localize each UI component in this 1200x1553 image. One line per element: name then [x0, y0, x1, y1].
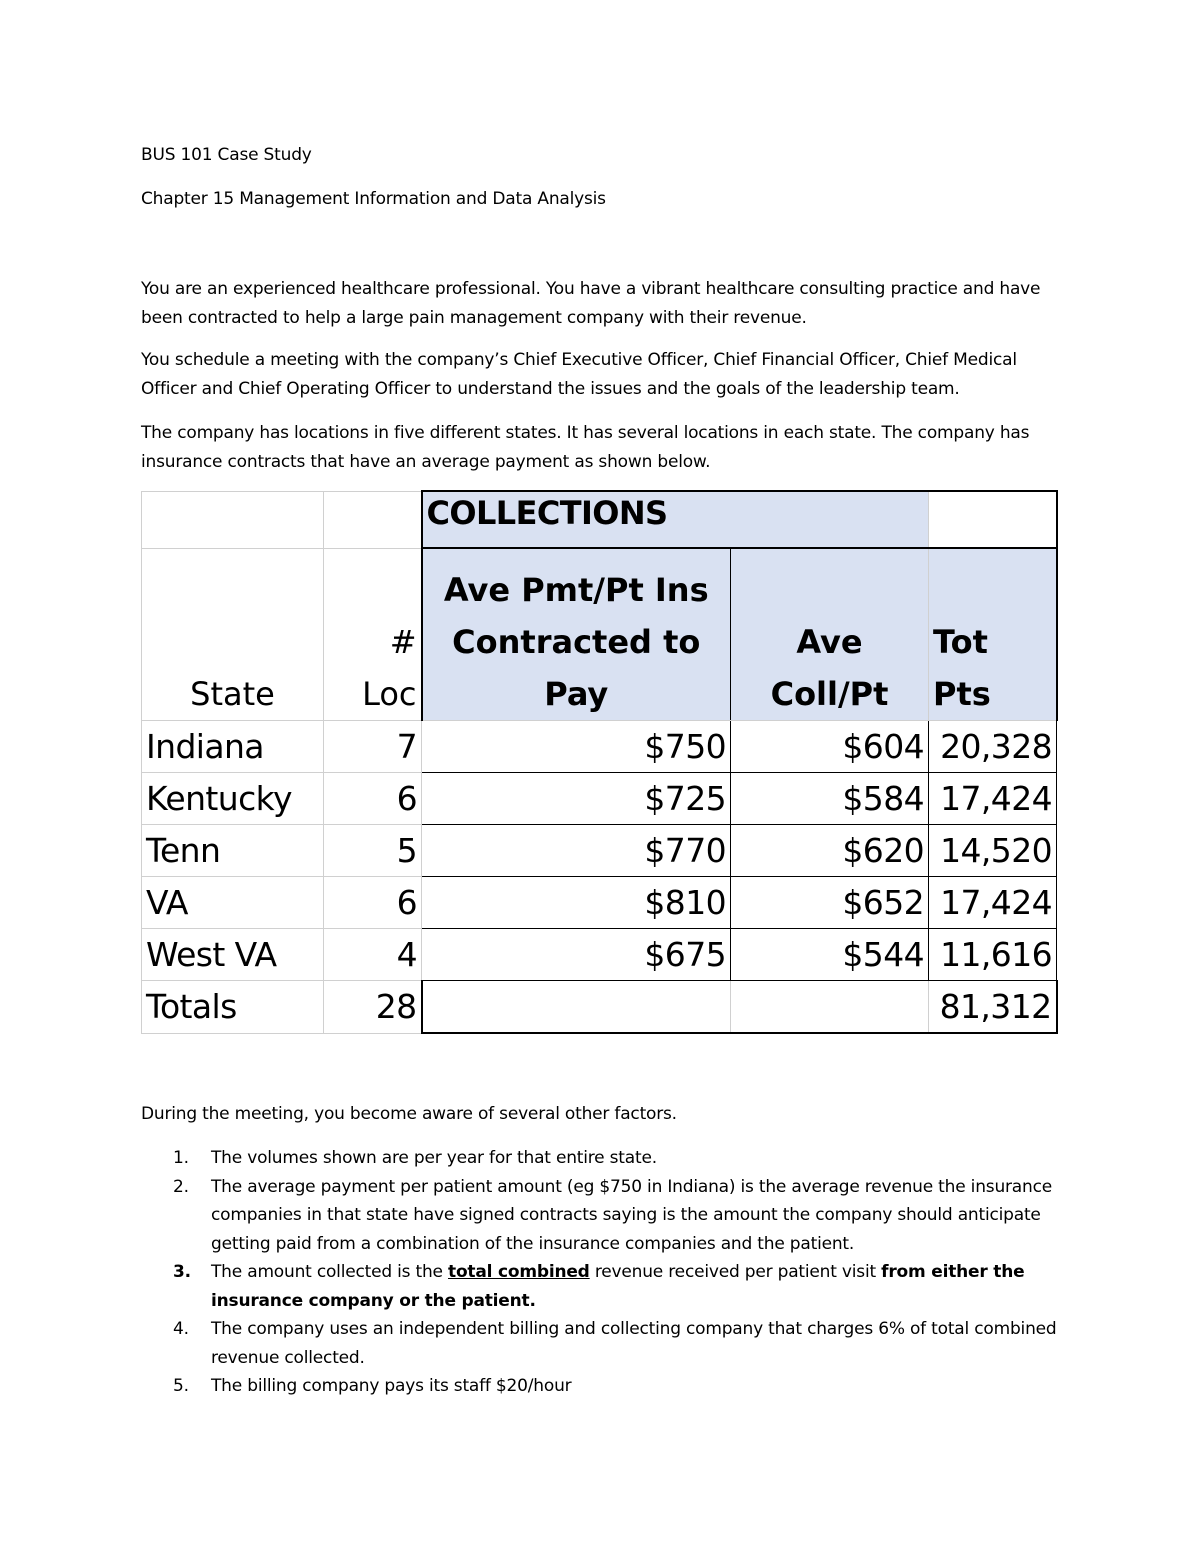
- list-text-part: The amount collected is the: [211, 1262, 449, 1282]
- list-item: [141, 1144, 1071, 1173]
- list-number: 5.: [173, 1376, 189, 1396]
- empty-cell: [324, 491, 422, 548]
- list-item: [141, 1315, 1071, 1372]
- list-text-bold: from either the insurance company or the patient.: [211, 1262, 1025, 1311]
- cell-state: Indiana: [142, 721, 324, 773]
- cell-avg-payment: $675: [422, 929, 731, 981]
- cell-state: West VA: [142, 929, 324, 981]
- factors-intro: During the meeting, you become aware of several other factors.: [141, 1104, 677, 1124]
- factors-list: [141, 1144, 1071, 1401]
- collections-group-header: COLLECTIONS: [422, 491, 929, 548]
- cell-loc: 6: [324, 877, 422, 929]
- collections-table: [141, 490, 1058, 1034]
- empty-cell: [142, 491, 324, 548]
- cell-state: VA: [142, 877, 324, 929]
- intro-paragraph-2: You schedule a meeting with the company’s Chief Executive Officer, Chief Financial Officer, Chief Medical Officer and Chief Operating Officer to understand the issues and the goals of the leadership team.: [141, 350, 1017, 399]
- list-text: The volumes shown are per year for that entire state.: [211, 1148, 657, 1168]
- list-item: [141, 1173, 1071, 1259]
- table-header-row: [142, 548, 1057, 721]
- list-item: [141, 1258, 1071, 1315]
- cell-loc: 6: [324, 773, 422, 825]
- cell-total-patients: 14,520: [929, 825, 1057, 877]
- col-header-total-patients: Tot Pts: [929, 548, 1057, 721]
- list-text-part: revenue received per patient visit: [589, 1262, 882, 1282]
- list-text-emphasis: total combined: [448, 1262, 590, 1282]
- cell-avg-collection: $584: [731, 773, 929, 825]
- table-group-header-row: [142, 491, 1057, 548]
- list-number: 2.: [173, 1176, 189, 1197]
- cell-loc: 4: [324, 929, 422, 981]
- col-header-state: State: [142, 548, 324, 721]
- col-header-loc: # Loc: [324, 548, 422, 721]
- list-number: 4.: [173, 1319, 189, 1339]
- empty-cell: [731, 981, 929, 1034]
- cell-avg-collection: $620: [731, 825, 929, 877]
- empty-cell: [422, 981, 731, 1034]
- cell-avg-payment: $810: [422, 877, 731, 929]
- list-number: 3.: [173, 1262, 191, 1282]
- cell-state: Tenn: [142, 825, 324, 877]
- totals-loc: 28: [324, 981, 422, 1034]
- list-text: The average payment per patient amount (eg $750 in Indiana) is the average revenue the insurance companies in that state have signed contracts saying is the amount the company should anticipate getting paid from a combination of the insurance companies and the patient.: [211, 1176, 1053, 1254]
- cell-avg-payment: $770: [422, 825, 731, 877]
- cell-avg-collection: $544: [731, 929, 929, 981]
- table-row: [142, 721, 1057, 773]
- cell-avg-payment: $725: [422, 773, 731, 825]
- list-number: 1.: [173, 1148, 189, 1168]
- cell-loc: 7: [324, 721, 422, 773]
- totals-patients: 81,312: [929, 981, 1057, 1034]
- cell-avg-collection: $652: [731, 877, 929, 929]
- cell-total-patients: 11,616: [929, 929, 1057, 981]
- table-row: [142, 825, 1057, 877]
- list-text: The company uses an independent billing and collecting company that charges 6% of total combined revenue collected.: [211, 1319, 1057, 1368]
- cell-total-patients: 17,424: [929, 773, 1057, 825]
- cell-avg-payment: $750: [422, 721, 731, 773]
- col-header-avg-collection: Ave Coll/Pt: [731, 548, 929, 721]
- table-row: [142, 773, 1057, 825]
- totals-label: Totals: [142, 981, 324, 1034]
- chapter-title: Chapter 15 Management Information and Data Analysis: [141, 189, 606, 209]
- cell-state: Kentucky: [142, 773, 324, 825]
- table-totals-row: [142, 981, 1057, 1034]
- table-row: [142, 877, 1057, 929]
- table-row: [142, 929, 1057, 981]
- intro-paragraph-3: The company has locations in five different states. It has several locations in each state. The company has insurance contracts that have an average payment as shown below.: [141, 423, 1030, 472]
- course-title: BUS 101 Case Study: [141, 145, 312, 165]
- cell-loc: 5: [324, 825, 422, 877]
- cell-total-patients: 20,328: [929, 721, 1057, 773]
- list-item: [141, 1372, 1071, 1401]
- cell-total-patients: 17,424: [929, 877, 1057, 929]
- col-header-avg-payment: Ave Pmt/Pt Ins Contracted to Pay: [422, 548, 731, 721]
- list-text: The billing company pays its staff $20/hour: [211, 1376, 572, 1396]
- intro-paragraph-1: You are an experienced healthcare professional. You have a vibrant healthcare consulting practice and have been contracted to help a large pain management company with their revenue.: [141, 279, 1041, 328]
- empty-cell: [929, 491, 1057, 548]
- cell-avg-collection: $604: [731, 721, 929, 773]
